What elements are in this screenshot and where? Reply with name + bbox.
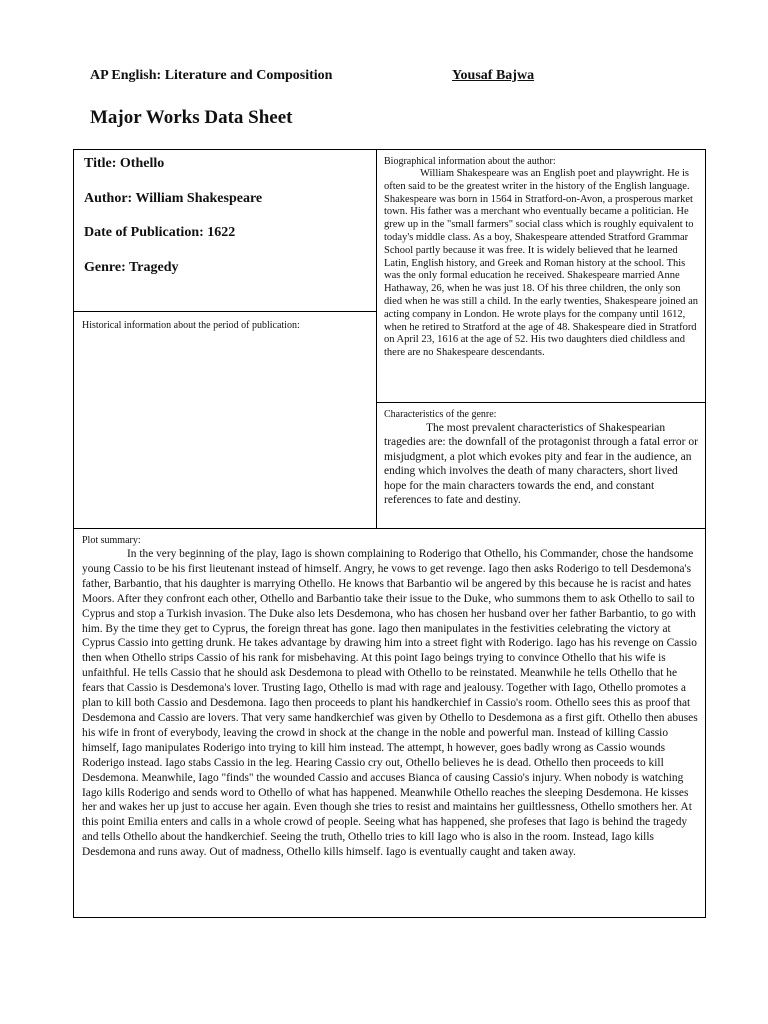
student-name: Yousaf Bajwa: [452, 68, 535, 83]
book-title: Title: Othello: [84, 156, 165, 171]
book-author: Author: William Shakespeare: [84, 191, 263, 206]
book-info-box: [73, 149, 377, 312]
biography-label: Biographical information about the author:: [384, 156, 556, 167]
book-genre: Genre: Tragedy: [84, 260, 179, 275]
plot-summary-text: In the very beginning of the play, Iago is shown complaining to Roderigo that Othello, his Commander, chose the handsome young Cassio to be his first lieutenant instead of himself. Angry, he vows to get revenge. Iago then asks Roderigo to tell Desdemona's father, Barbantio, that his daughter is marrying Othello. He knows that Barbantio wil be angered by this because he is racist and hates Moors. After they confront each other, Othello and Barbantio take their issue to the Duke, who summons them to ask Othello to sail to Cyprus and stop a Turkish invasion. The Duke also lets Desdemona, who has chosen her husband over her father Barbantio, to go with him. By the time they get to Cyprus, the foreign threat has gone. Iago then manipulates in the festivities celebrating the victory at Cyprus Cassio into getting drunk. He takes advantage by drawing him into a street fight with Roderigo. Iago has his revenge on Cassio then when Othello strips Cassio of his rank for misbehaving. At this point Iago beings trying to convince Othello that his wife is unfaithful. He tells Cassio that he should ask Desdemona to plead with Othello to be reinstated. Meanwhile he tells Othello that he fears that Cassio is Desdemona's lover. Trusting Iago, Othello is mad with rage and jealousy. Together with Iago, Othello promotes a plan to kill both Cassio and Desdemona. Iago then proceeds to plant his handkerchief in Cassio's room. Othello sees this as proof that Desdemona and Cassio are lovers. That very same handkerchief was given by Othello to Desdemona as a first gift. Othello then abuses his wife in front of everybody, leaving the crowd in shock at the change in the noble and powerful man. Instead of killing Cassio himself, Iago manipulates Roderigo into trying to kill him instead. The attempt, h however, goes badly wrong as Cassio wounds Roderigo instead. Iago stabs Cassio in the leg. Hearing Cassio cry out, Othello believes he is dead. Othello then proceeds to kill Desdemona. Meanwhile, Iago "finds" the wounded Cassio and accuses Bianca of causing Cassio's injury. When nobody is watching Iago kills Roderigo and sends word to Othello of what has happened. Meanwhile Othello reaches the sleeping Desdemona. He kisses her and wakes her up just to accuse her again. Even though she tries to resist and maintains her guiltlessness, Othello smothers her. At this point Emilia enters and calls in a whole crowd of people. Seeing what has happened, she profeses that Iago is behind the tragedy and tells Othello about the handkerchief. Seeing the truth, Othello tries to kill Iago who is also in the room. Instead, Iago kills Desdemona and runs away. Out of madness, Othello kills himself. Iago is eventually caught and taken away.: [82, 548, 698, 859]
historical-info-box: [73, 311, 377, 529]
plot-summary-label: Plot summary:: [82, 535, 141, 546]
sheet-title: Major Works Data Sheet: [90, 107, 293, 128]
plot-summary-box: [73, 528, 706, 918]
biography-box: [376, 149, 706, 403]
course-title: AP English: Literature and Composition: [90, 68, 333, 83]
publication-date: Date of Publication: 1622: [84, 225, 236, 240]
historical-info-label: Historical information about the period of publication:: [82, 320, 300, 331]
genre-characteristics-box: [376, 402, 706, 529]
biography-text: William Shakespeare was an English poet and playwright. He is often said to be the greatest writer in the history of the English language. Shakespeare was born in 1564 in Stratford-on-Avon, a prosperous market town. His father was a merchant who eventually became a politician. He grew up in the "small farmers" social class which is roughly equivalent to today's middle class. As a boy, Shakespeare attended Stratford Grammar School partly because it was free. It is widely believed that he learned Latin, English history, and Greek and Roman history at the school. This was the only formal education he received. Shakespeare married Anne Hathaway, 26, when he was just 18. Of his three children, the only son died when he was still a child. In the early twenties, Shakespeare joined an acting company in London. He wrote plays for the company until 1612, when he retired to Stratford at the age of 48. Shakespeare died in Stratford on April 23, 1616 at the age of 52. His two daughters died childless and there are no Shakespeare descendants.: [384, 168, 699, 359]
genre-characteristics-text: The most prevalent characteristics of Shakespearian tragedies are: the downfall of the protagonist through a fatal error or misjudgment, a plot which evokes pity and fear in the audience, an ending which involves the death of many characters, short lived hope for the main characters towards the end, and constant references to fate and destiny.: [384, 422, 698, 507]
genre-characteristics-label: Characteristics of the genre:: [384, 409, 497, 420]
